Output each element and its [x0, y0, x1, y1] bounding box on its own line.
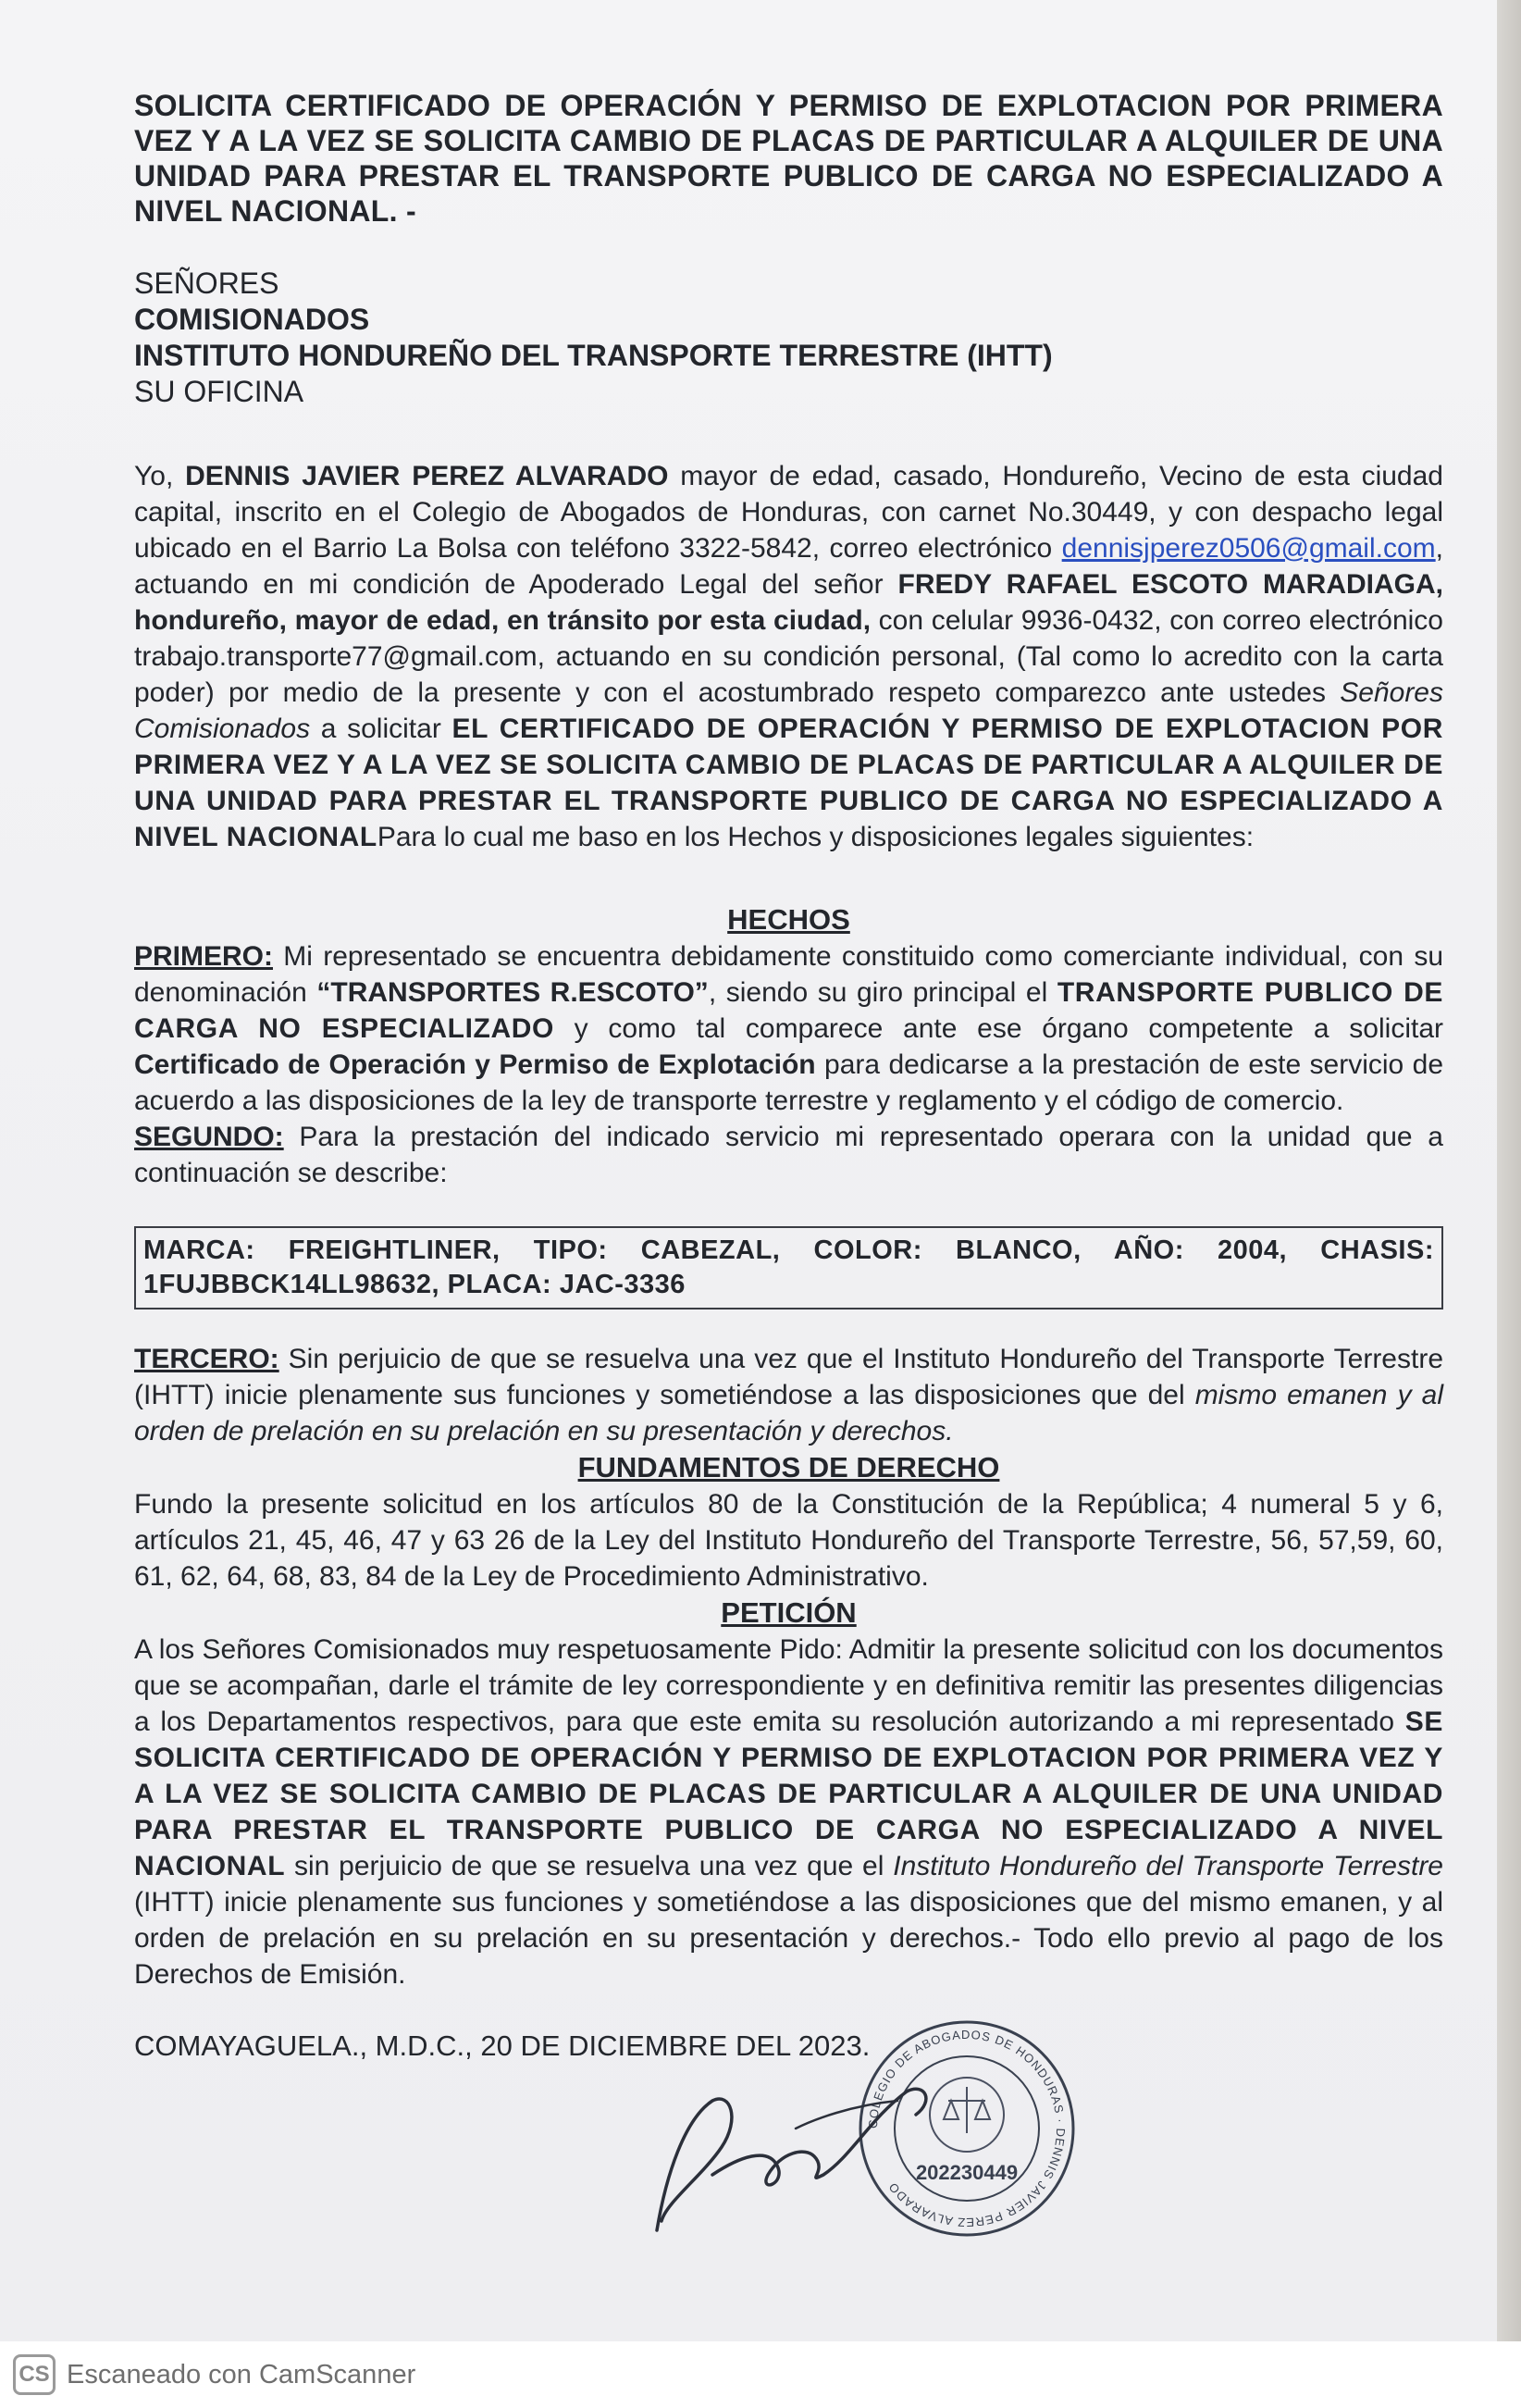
- tercero-text-1: Sin perjuicio de que se resuelva una vez que el Instituto Hondureño del Transporte Terrestre (IHTT) inicie plenamente sus funciones y sometiéndose a las disposiciones que del: [134, 1344, 1443, 1410]
- intro-paragraph: [134, 458, 1443, 855]
- addressee-line-2: COMISIONADOS: [134, 303, 370, 336]
- seal-number: 202230449: [915, 2161, 1019, 2184]
- addressee-line-1: SEÑORES: [134, 267, 279, 300]
- peticion-text-italic: Instituto Hondureño del Transporte Terrestre: [893, 1851, 1443, 1881]
- document-body: [134, 88, 1443, 2064]
- intro-text-1: Yo,: [134, 461, 186, 491]
- document-title: SOLICITA CERTIFICADO DE OPERACIÓN Y PERMISO DE EXPLOTACION POR PRIMERA VEZ Y A LA VEZ SE SOLICITA CAMBIO DE PLACAS DE PARTICULAR A ALQUILER DE UNA UNIDAD PARA PRESTAR EL TRANSPORTE PUBLICO DE CARGA NO ESPECIALIZADO A NIVEL NACIONAL. -: [134, 89, 1443, 228]
- addressee-line-3: INSTITUTO HONDUREÑO DEL TRANSPORTE TERRESTRE (IHTT): [134, 339, 1053, 372]
- tercero-label: TERCERO:: [134, 1344, 279, 1374]
- fundamentos-heading: FUNDAMENTOS DE DERECHO: [577, 1451, 1000, 1483]
- handwritten-signature: [629, 2064, 962, 2249]
- peticion-paragraph: [134, 1632, 1443, 1992]
- intro-text-4: con celular 9936-0432, con correo electrónico trabajo.transporte77@gmail.com, actuando en su condición personal, (Tal como lo acredito con la carta poder) por medio de la presente y con el acostumbrado respeto comparezco ante ustedes: [134, 605, 1443, 708]
- page-edge-shadow: [1497, 0, 1521, 2341]
- fundamentos-paragraph: Fundo la presente solicitud en los artículos 80 de la Constitución de la República; 4 numeral 5 y 6, artículos 21, 45, 46, 47 y 63 26 de la Ley del Instituto Hondureño del Transporte Terrestre, 56, 57,59, 60, 61, 62, 64, 68, 83, 84 de la Ley de Procedimiento Administrativo.: [134, 1489, 1443, 1592]
- intro-text-italic: Señores Comisionados: [134, 677, 1443, 744]
- peticion-text-3: (IHTT) inicie plenamente sus funciones y sometiéndose a las disposiciones que del mismo emanen, y al orden de prelación en su prelación en su presentación y derechos.- Todo ello previo al pago de los Derechos de Emisión.: [134, 1887, 1443, 1990]
- peticion-request: SE SOLICITA CERTIFICADO DE OPERACIÓN Y PERMISO DE EXPLOTACION POR PRIMERA VEZ Y A LA VEZ SE SOLICITA CAMBIO DE PLACAS DE PARTICULAR A ALQUILER DE UNA UNIDAD PARA PRESTAR EL TRANSPORTE PUBLICO DE CARGA NO ESPECIALIZADO A NIVEL NACIONAL: [134, 1707, 1443, 1881]
- hechos-segundo: [134, 1119, 1443, 1191]
- intro-request: EL CERTIFICADO DE OPERACIÓN Y PERMISO DE EXPLOTACION POR PRIMERA VEZ Y A LA VEZ SE SOLICITA CAMBIO DE PLACAS DE PARTICULAR A ALQUILER DE UNA UNIDAD PARA PRESTAR EL TRANSPORTE PUBLICO DE CARGA NO ESPECIALIZADO A NIVEL NACIONAL: [134, 714, 1443, 852]
- intro-text-5: a solicitar: [310, 714, 452, 744]
- tercero-text-2: mismo emanen y al orden de prelación en su prelación en su presentación y derechos.: [134, 1380, 1443, 1446]
- scanner-footer-text: Escaneado con CamScanner: [67, 2359, 416, 2389]
- primero-certificate: Certificado de Operación y Permiso de Explotación: [134, 1049, 816, 1080]
- hechos-heading: HECHOS: [727, 903, 850, 936]
- peticion-text-1: A los Señores Comisionados muy respetuosamente Pido: Admitir la presente solicitud con los documentos que se acompañan, darle el trámite de ley correspondiente y en definitiva remitir las presentes diligencias a los Departamentos respectivos, para que este emita su resolución autorizando a mi representado: [134, 1634, 1443, 1737]
- primero-text-3: y como tal comparece ante ese órgano competente a solicitar: [553, 1013, 1443, 1044]
- intro-text-6: Para lo cual me baso en los Hechos y disposiciones legales siguientes:: [377, 822, 1255, 852]
- addressee-block: [134, 266, 1443, 410]
- vehicle-description-box: MARCA: FREIGHTLINER, TIPO: CABEZAL, COLOR: BLANCO, AÑO: 2004, CHASIS: 1FUJBBCK14LL98632, PLACA: JAC-3336: [134, 1226, 1443, 1310]
- intro-text-2: mayor de edad, casado, Hondureño, Vecino de esta ciudad capital, inscrito en el Colegio de Abogados de Honduras, con carnet No.30449, y con despacho legal ubicado en el Barrio La Bolsa con teléfono 3322-5842, correo electrónico: [134, 461, 1443, 564]
- addressee-line-4: SU OFICINA: [134, 375, 304, 408]
- company-name: “TRANSPORTES R.ESCOTO”: [316, 977, 709, 1008]
- peticion-heading: PETICIÓN: [721, 1596, 857, 1629]
- hechos-tercero: [134, 1341, 1443, 1449]
- camscanner-logo-icon: CS: [13, 2354, 56, 2395]
- client-name: FREDY RAFAEL ESCOTO MARADIAGA, hondureño, mayor de edad, en tránsito por esta ciudad,: [134, 569, 1443, 636]
- attorney-email-link[interactable]: dennisjperez0506@gmail.com: [1061, 533, 1436, 564]
- primero-text-4: para dedicarse a la prestación de este servicio de acuerdo a las disposiciones de la ley de transporte terrestre y reglamento y el código de comercio.: [134, 1049, 1444, 1116]
- attorney-name: DENNIS JAVIER PEREZ ALVARADO: [185, 461, 669, 491]
- peticion-text-2: sin perjuicio de que se resuelva una vez que el: [285, 1851, 894, 1881]
- seal-ring-text: COLEGIO DE ABOGADOS DE HONDURAS · DENNIS JAVIER PEREZ ALVARADO: [865, 2027, 1069, 2230]
- intro-text-3: , actuando en mi condición de Apoderado Legal del señor: [134, 533, 1443, 600]
- hechos-primero: [134, 938, 1443, 1119]
- primero-label: PRIMERO:: [134, 941, 273, 972]
- segundo-label: SEGUNDO:: [134, 1122, 284, 1152]
- company-activity: TRANSPORTE PUBLICO DE CARGA NO ESPECIALIZADO: [134, 977, 1444, 1044]
- scanner-footer: [0, 2341, 1521, 2408]
- primero-text-1: Mi representado se encuentra debidamente constituido como comerciante individual, con su denominación: [134, 941, 1443, 1008]
- primero-text-2: , siendo su giro principal el: [708, 977, 1057, 1008]
- segundo-text: Para la prestación del indicado servicio mi representado operara con la unidad que a continuación se describe:: [134, 1122, 1443, 1188]
- document-date: COMAYAGUELA., M.D.C., 20 DE DICIEMBRE DEL 2023.: [134, 2029, 871, 2062]
